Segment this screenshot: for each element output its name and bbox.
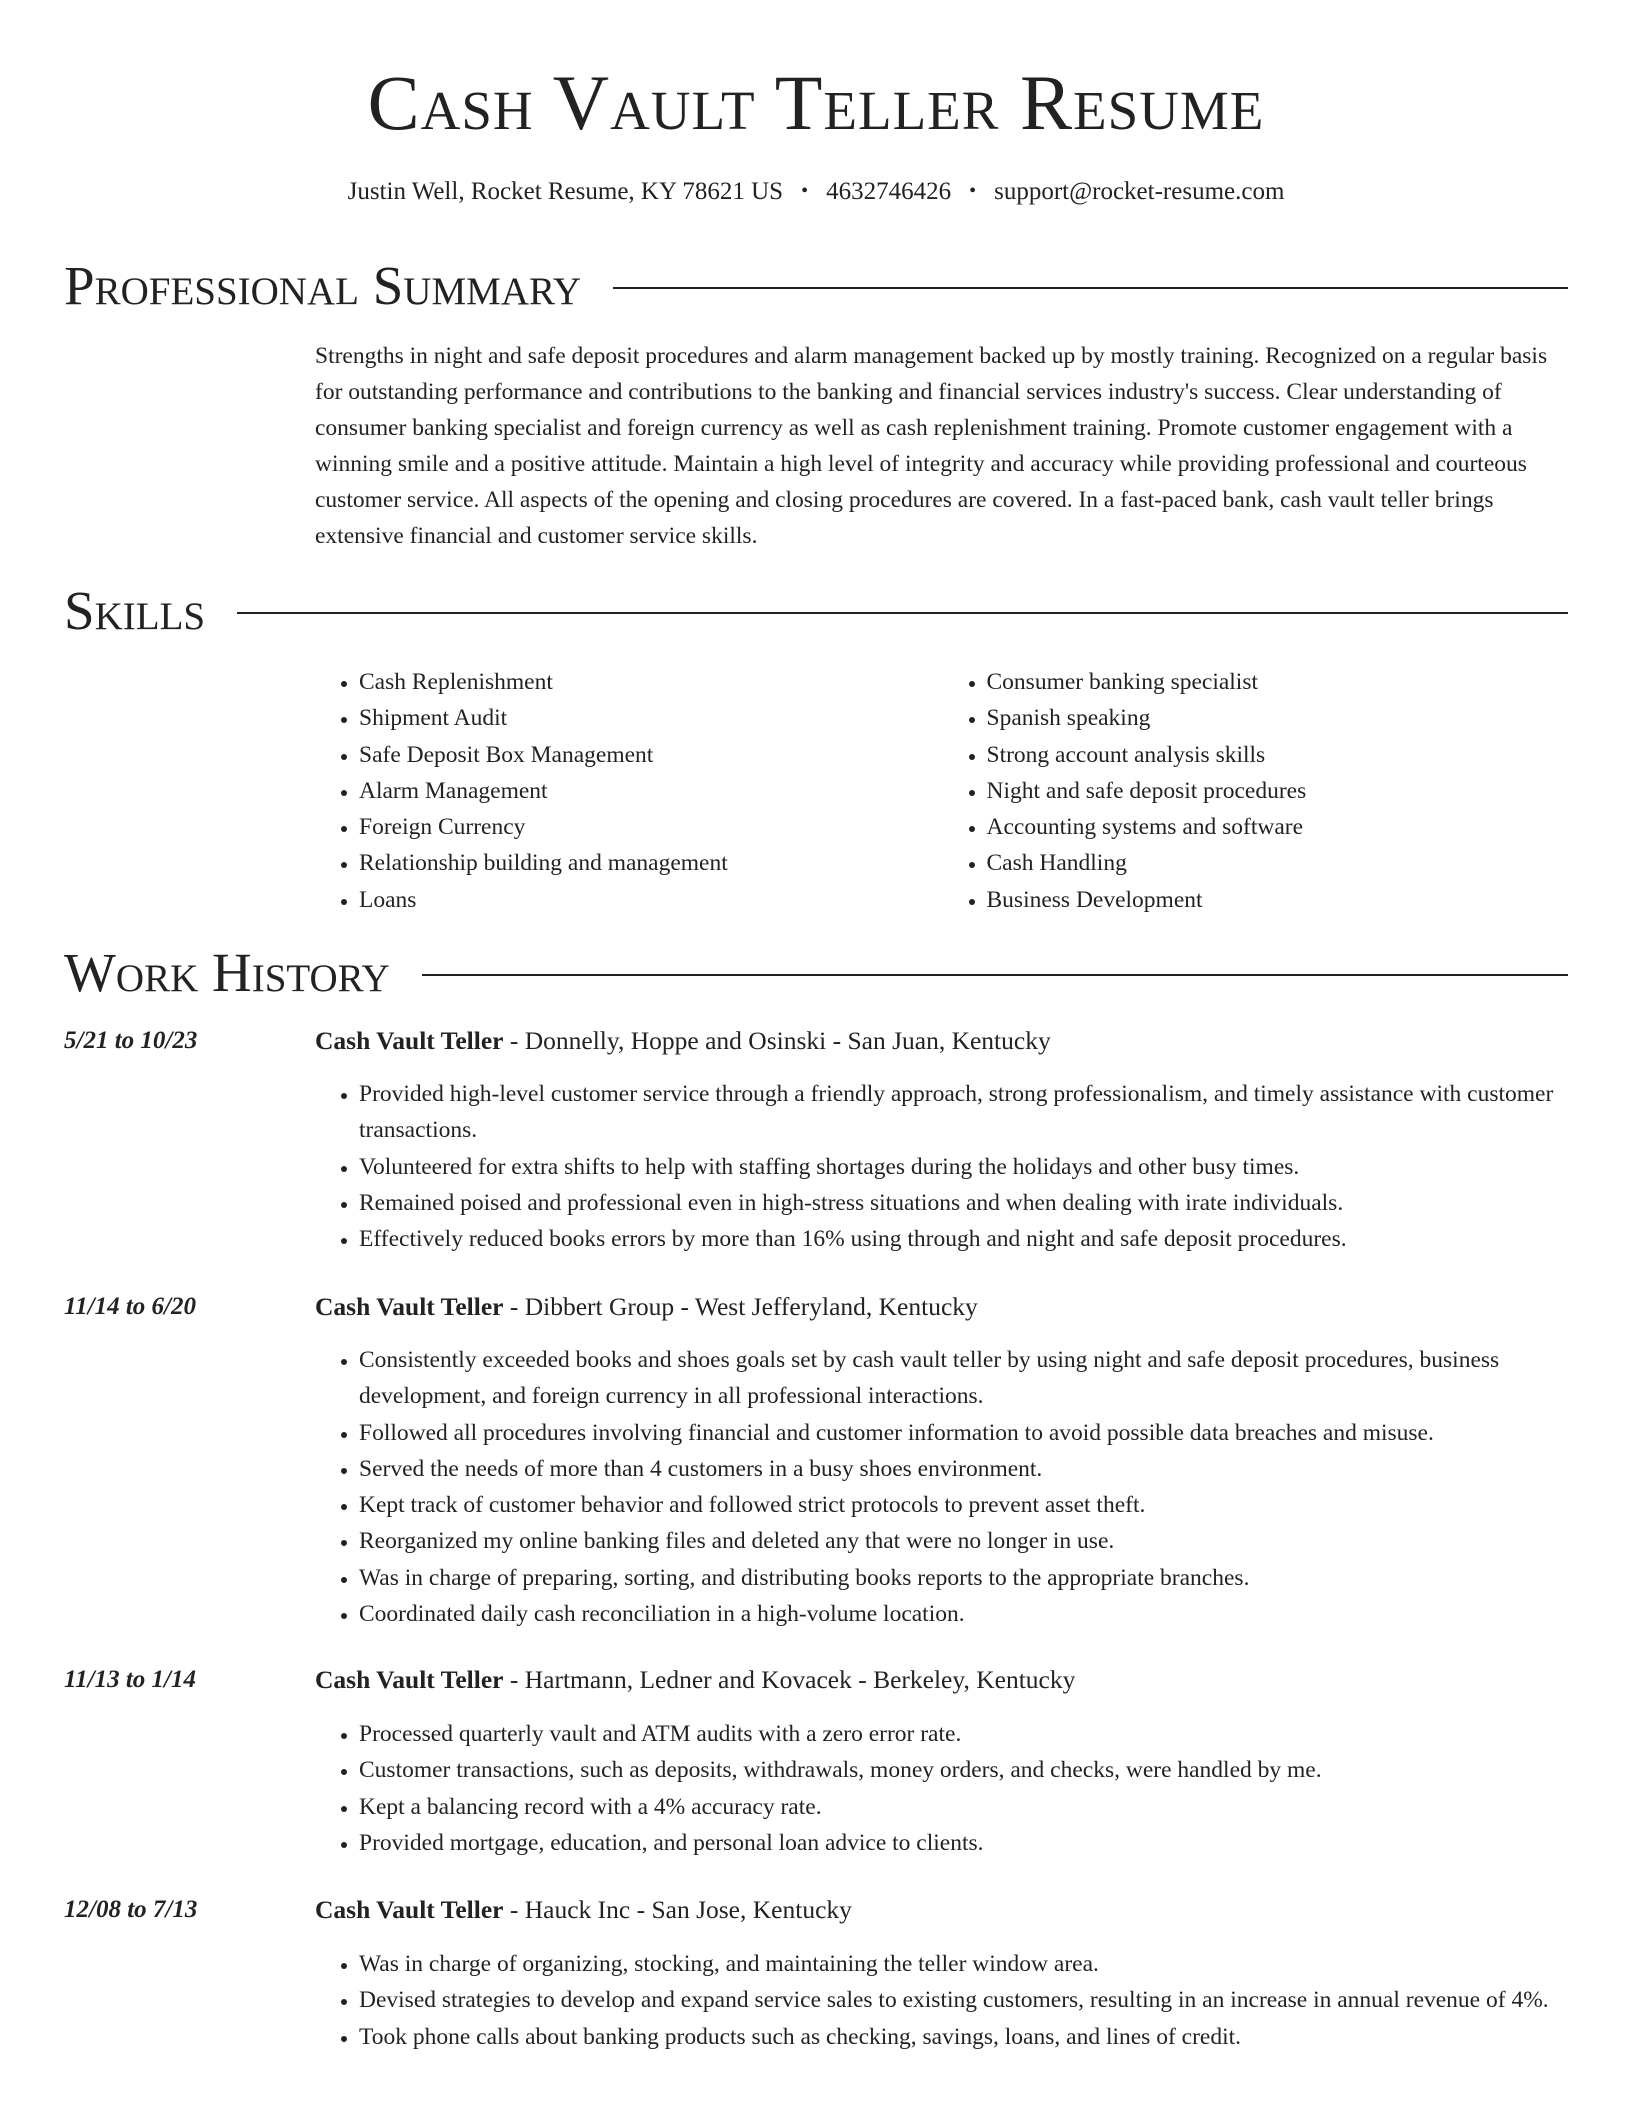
skill-item: • Loans (359, 882, 943, 918)
contact-address: Justin Well, Rocket Resume, KY 78621 US (347, 178, 784, 205)
job-title: Cash Vault Teller (315, 1665, 504, 1694)
job-bullet: • Volunteered for extra shifts to help with staffing shortages during the holidays and other busy times. (359, 1149, 1570, 1185)
skill-item: • Strong account analysis skills (987, 737, 1571, 773)
skill-item: • Accounting systems and software (987, 809, 1571, 845)
skill-item: • Safe Deposit Box Management (359, 737, 943, 773)
skill-item: • Consumer banking specialist (987, 664, 1571, 700)
job-employer: - Hauck Inc - San Jose, Kentucky (503, 1895, 852, 1924)
job-bullet: • Provided mortgage, education, and personal loan advice to clients. (359, 1825, 1570, 1861)
job-bullet: • Remained poised and professional even in high-stress situations and when dealing with irate individuals. (359, 1185, 1570, 1221)
job-heading (315, 1663, 1075, 1697)
contact-email: support@rocket-resume.com (994, 178, 1285, 205)
section-divider (613, 287, 1568, 289)
job-dates: 11/14 to 6/20 (64, 1293, 196, 1320)
job-bullet: • Took phone calls about banking products such as checking, savings, loans, and lines of credit. (359, 2019, 1570, 2055)
work-history-heading: Work History (64, 942, 390, 1003)
skills-section-header (64, 578, 1568, 644)
skill-item: • Business Development (987, 882, 1571, 918)
skill-item: • Shipment Audit (359, 700, 943, 736)
resume-title: Cash Vault Teller Resume (367, 59, 1265, 146)
job-bullet: • Served the needs of more than 4 customers in a busy shoes environment. (359, 1451, 1570, 1487)
job-bullet: • Was in charge of preparing, sorting, and distributing books reports to the appropriate branches. (359, 1560, 1570, 1596)
section-divider (237, 612, 1568, 614)
summary-section-header (64, 253, 1568, 319)
skills-list (315, 664, 1570, 918)
job-bullet: • Customer transactions, such as deposits, withdrawals, money orders, and checks, were handled by me. (359, 1752, 1570, 1788)
job-employer: - Dibbert Group - West Jefferyland, Kentucky (503, 1292, 978, 1321)
job-dates: 12/08 to 7/13 (64, 1896, 198, 1923)
job-bullet: • Kept a balancing record with a 4% accuracy rate. (359, 1789, 1570, 1825)
job-bullets (315, 1076, 1570, 1257)
skills-column-right (943, 664, 1571, 918)
job-bullet: • Was in charge of organizing, stocking, and maintaining the teller window area. (359, 1946, 1570, 1982)
job-title: Cash Vault Teller (315, 1292, 504, 1321)
job-dates: 5/21 to 10/23 (64, 1027, 198, 1054)
job-heading (315, 1290, 978, 1324)
job-bullets (315, 1716, 1570, 1861)
job-bullets (315, 1946, 1570, 2055)
skill-item: • Night and safe deposit procedures (987, 773, 1571, 809)
skill-item: • Cash Handling (987, 845, 1571, 881)
job-bullet: • Reorganized my online banking files and deleted any that were no longer in use. (359, 1523, 1570, 1559)
job-bullet: • Effectively reduced books errors by more than 16% using through and night and safe deposit procedures. (359, 1221, 1570, 1257)
job-bullet: • Coordinated daily cash reconciliation in a high-volume location. (359, 1596, 1570, 1632)
contact-separator: • (801, 180, 809, 202)
skills-heading: Skills (64, 580, 206, 641)
skill-item: • Spanish speaking (987, 700, 1571, 736)
job-dates: 11/13 to 1/14 (64, 1666, 196, 1693)
job-heading (315, 1893, 852, 1927)
section-divider (422, 974, 1568, 976)
job-title: Cash Vault Teller (315, 1895, 504, 1924)
job-employer: - Hartmann, Ledner and Kovacek - Berkeley, Kentucky (503, 1665, 1076, 1694)
job-heading (315, 1024, 1051, 1058)
job-bullet: • Provided high-level customer service through a friendly approach, strong professionalism, and timely assistance with customer transactions. (359, 1076, 1570, 1149)
job-employer: - Donnelly, Hoppe and Osinski - San Juan, Kentucky (503, 1026, 1051, 1055)
job-bullet: • Consistently exceeded books and shoes goals set by cash vault teller by using night and safe deposit procedures, business development, and foreign currency in all professional interactions. (359, 1342, 1570, 1415)
skill-item: • Foreign Currency (359, 809, 943, 845)
job-bullet: • Devised strategies to develop and expand service sales to existing customers, resulting in an increase in annual revenue of 4%. (359, 1982, 1570, 2018)
summary-heading: Professional Summary (64, 255, 582, 316)
skill-item: • Alarm Management (359, 773, 943, 809)
skill-item: • Relationship building and management (359, 845, 943, 881)
work-history-section-header (64, 940, 1568, 1006)
skills-column-left (315, 664, 943, 918)
summary-text: Strengths in night and safe deposit procedures and alarm management backed up by mostly training. Recognized on a regular basis for outstanding performance and contributions to the banking and financial services industry's success. Clear understanding of consumer banking specialist and foreign currency as well as cash replenishment training. Promote customer engagement with a winning smile and a positive attitude. Maintain a high level of integrity and accuracy while providing professional and courteous customer service. All aspects of the opening and closing procedures are covered. In a fast-paced bank, cash vault teller brings extensive financial and customer service skills. (315, 343, 1548, 549)
job-bullets (315, 1342, 1570, 1632)
job-bullet: • Processed quarterly vault and ATM audits with a zero error rate. (359, 1716, 1570, 1752)
job-title: Cash Vault Teller (315, 1026, 504, 1055)
contact-phone: 4632746426 (826, 178, 952, 205)
job-bullet: • Kept track of customer behavior and followed strict protocols to prevent asset theft. (359, 1487, 1570, 1523)
contact-line (0, 174, 1632, 209)
job-bullet: • Followed all procedures involving financial and customer information to avoid possible data breaches and misuse. (359, 1415, 1570, 1451)
skill-item: • Cash Replenishment (359, 664, 943, 700)
contact-separator: • (969, 180, 977, 202)
